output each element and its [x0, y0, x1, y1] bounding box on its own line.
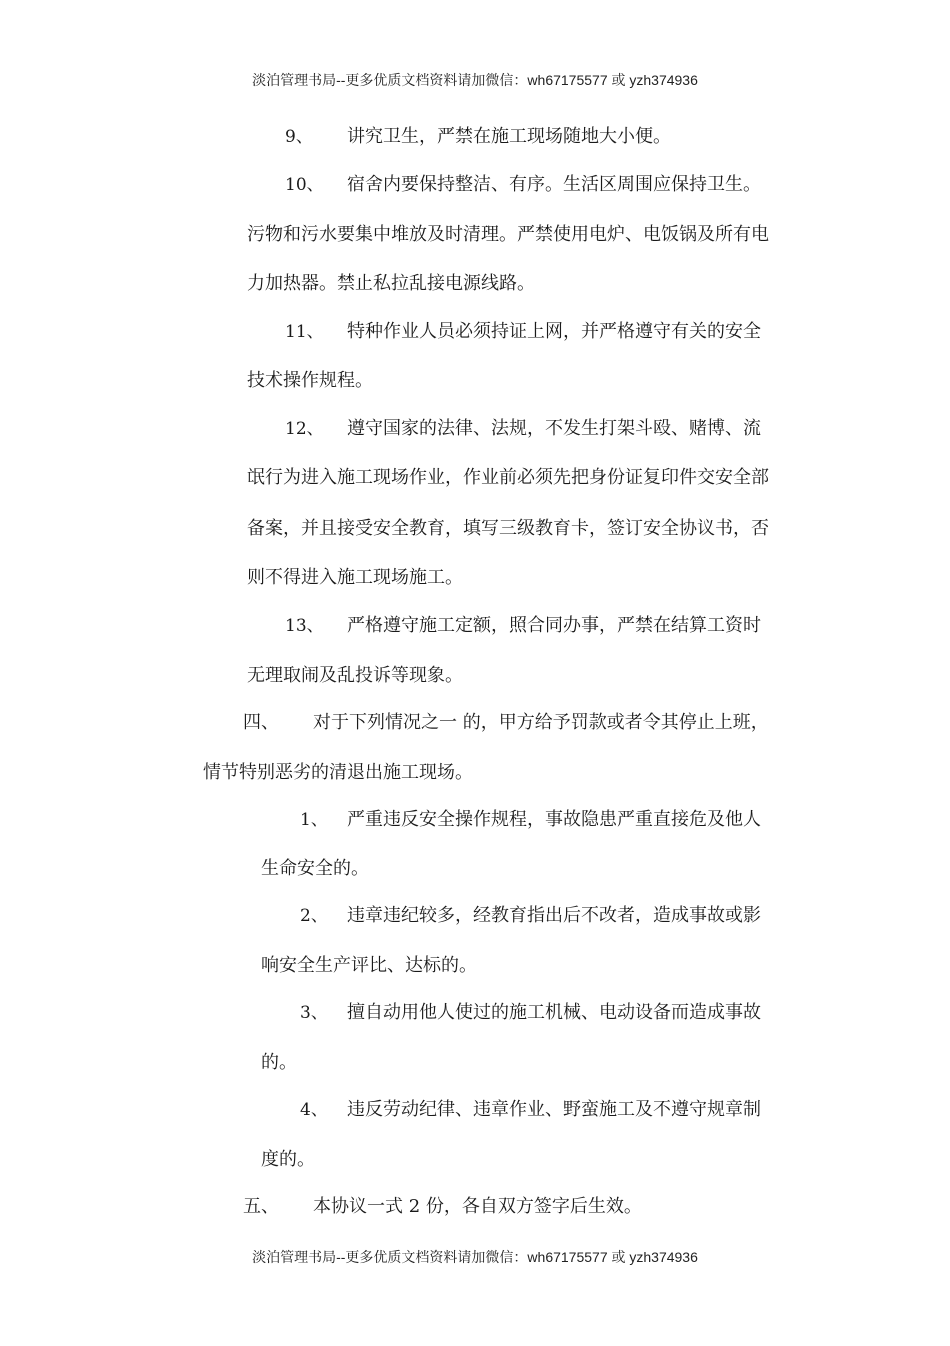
section-4-line-1: 对于下列情况之一 的，甲方给予罚款或者令其停止上班，	[313, 712, 769, 733]
item-13-line-2: 无理取闹及乱投诉等现象。	[247, 665, 463, 686]
section-4-sub-2-line-1: 违章违纪较多，经教育指出后不改者，造成事故或影	[347, 905, 761, 926]
item-10-line-3: 力加热器。禁止私拉乱接电源线路。	[247, 273, 535, 294]
item-12-number: 12、	[285, 419, 324, 439]
section-5-number: 五、	[243, 1196, 279, 1217]
section-4-sub-4-line-2: 度的。	[261, 1149, 315, 1170]
item-10-number: 10、	[285, 175, 324, 195]
item-11-number: 11、	[285, 322, 324, 342]
item-9-number: 9、	[285, 127, 313, 147]
section-5-line-1: 本协议一式 2 份，各自双方签字后生效。	[313, 1196, 642, 1217]
section-4-sub-1-number: 1、	[300, 810, 328, 830]
section-4-sub-4-number: 4、	[300, 1100, 328, 1120]
section-4-sub-4-line-1: 违反劳动纪律、违章作业、野蛮施工及不遵守规章制	[347, 1099, 761, 1120]
item-10-line-2: 污物和污水要集中堆放及时清理。严禁使用电炉、电饭锅及所有电	[247, 224, 769, 245]
item-12-line-1: 遵守国家的法律、法规，不发生打架斗殴、赌博、流	[347, 418, 761, 439]
section-4-sub-3-line-2: 的。	[261, 1052, 297, 1073]
item-11-line-2: 技术操作规程。	[247, 370, 373, 391]
item-12-line-4: 则不得进入施工现场施工。	[247, 567, 463, 588]
section-4-sub-3-line-1: 擅自动用他人使过的施工机械、电动设备而造成事故	[347, 1002, 761, 1023]
section-4-line-2: 情节特别恶劣的清退出施工现场。	[203, 762, 473, 783]
section-4-number: 四、	[243, 712, 279, 733]
page-header: 淡泊管理书局--更多优质文档资料请加微信：wh67175577 或 yzh374936	[252, 72, 698, 88]
section-4-sub-2-number: 2、	[300, 906, 328, 926]
page-footer: 淡泊管理书局--更多优质文档资料请加微信：wh67175577 或 yzh374936	[252, 1249, 698, 1265]
section-4-sub-2-line-2: 响安全生产评比、达标的。	[261, 955, 477, 976]
item-13-line-1: 严格遵守施工定额，照合同办事，严禁在结算工资时	[347, 615, 761, 636]
section-4-sub-3-number: 3、	[300, 1003, 328, 1023]
item-12-line-3: 备案，并且接受安全教育，填写三级教育卡，签订安全协议书，否	[247, 518, 769, 539]
item-12-line-2: 氓行为进入施工现场作业，作业前必须先把身份证复印件交安全部	[247, 467, 769, 488]
item-11-line-1: 特种作业人员必须持证上网，并严格遵守有关的安全	[347, 321, 761, 342]
item-9-line-1: 讲究卫生，严禁在施工现场随地大小便。	[347, 126, 671, 147]
section-4-sub-1-line-1: 严重违反安全操作规程，事故隐患严重直接危及他人	[347, 809, 761, 830]
section-4-sub-1-line-2: 生命安全的。	[261, 858, 369, 879]
item-13-number: 13、	[285, 616, 324, 636]
item-10-line-1: 宿舍内要保持整洁、有序。生活区周围应保持卫生。	[347, 174, 761, 195]
